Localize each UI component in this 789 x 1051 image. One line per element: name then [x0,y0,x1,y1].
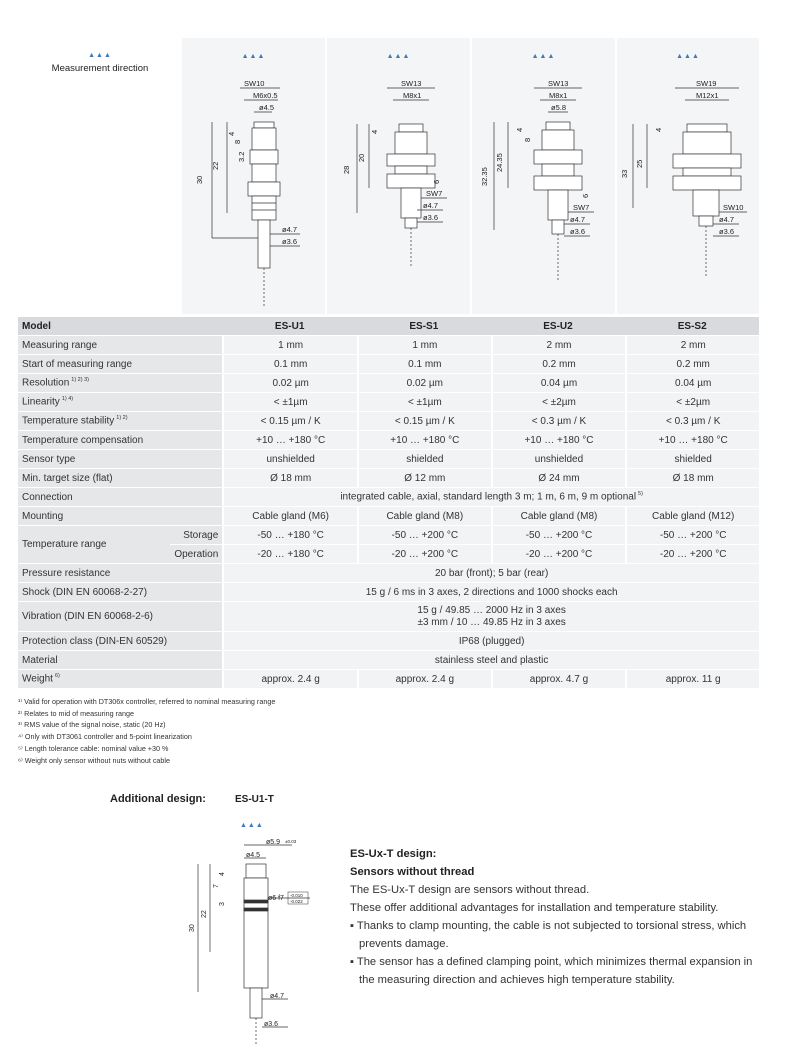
dim-f7-tol-hi: -0.010 [290,893,303,898]
desc-line-2: These offer additional advantages for installation and temperature stability. [350,902,719,914]
header-model: Model [18,317,222,336]
dim-d1: 4 [227,131,236,136]
table-row-shock: Shock (DIN EN 60068-2-27) 15 g / 6 ms in 3 axes, 2 directions and 1000 shocks each [18,583,759,602]
spec-table [18,317,759,689]
dim-sw: SW19 [696,79,717,88]
drawing-es-u1 [182,38,325,314]
dim-nut: 6 [581,193,590,198]
table-row-resolution: Resolution $^{1) 2) 3)}$ 0.02 µm 0.02 µm 0.04 µm 0.04 µm [18,374,759,393]
es-ux-t-description [350,845,770,989]
direction-arrows-icon: ▲▲▲ [88,52,112,59]
dim-sw: SW13 [401,79,422,88]
measurement-direction-text: Measurement direction [51,63,149,74]
dim-d2: 7 [213,884,220,888]
dim-top-tol: ±0.03 [285,839,297,844]
dim-len-total: 32.35 [480,167,489,186]
dim-cable2: ø3.6 [264,1021,279,1028]
table-row-material: Material stainless steel and plastic [18,651,759,670]
desc-subheading: Sensors without thread [350,866,475,878]
dim-sw: SW13 [548,79,569,88]
dim-cable2: ø3.6 [282,237,298,246]
dim-cable2: ø3.6 [719,227,735,236]
table-row-vibration: Vibration (DIN EN 60068-2-6) 15 g / 49.85 … 2000 Hz in 3 axes ±3 mm / 10 … 49.85 Hz in 3 axes [18,602,759,632]
dim-len-total: 28 [342,165,351,174]
table-row-temp-storage: Temperature range Storage -50 … +180 °C -50 … +200 °C -50 … +200 °C -50 … +200 °C [18,526,759,545]
direction-arrows-icon: ▲▲▲ [386,53,411,60]
drawing-es-s2 [617,38,759,314]
table-row-protection: Protection class (DIN-EN 60529) IP68 (plugged) [18,632,759,651]
dim-d1: 4 [515,127,524,132]
table-row-linearity: Linearity $^{1) 4)}$ < ±1µm < ±1µm < ±2µm < ±2µm [18,393,759,412]
table-row-temp-compensation: Temperature compensation +10 … +180 °C +10 … +180 °C +10 … +180 °C +10 … +180 °C [18,431,759,450]
dim-thread: M8x1 [403,91,422,100]
dim-d3: 3.2 [237,151,246,162]
dim-len-total: 30 [195,175,204,184]
footnote-4: ⁴⁾ Only with DT3061 controller and 5-point linearization [18,732,192,742]
dim-d1: 4 [219,872,226,876]
table-row-measuring-range: Measuring range 1 mm 1 mm 2 mm 2 mm [18,336,759,355]
additional-design-model: ES-U1-T [235,794,274,805]
desc-bullet-1: ▪ Thanks to clamp mounting, the cable is not subjected to torsional stress, which prevents damage. [350,920,747,950]
desc-line-1: The ES-Ux-T design are sensors without thread. [350,884,590,896]
dim-len-inner: 22 [201,910,208,918]
dim-nut: 6 [432,179,441,184]
dim-sw-small: SW10 [723,203,744,212]
dim-thread: M12x1 [696,91,719,100]
footnote-2: ²⁾ Relates to mid of measuring range [18,708,135,718]
dim-tip: ø4.5 [259,103,275,112]
table-row-min-target: Min. target size (flat) Ø 18 mm Ø 12 mm Ø 24 mm Ø 18 mm [18,469,759,488]
direction-arrows-icon: ▲▲▲ [240,822,264,829]
dim-d3: 3 [219,902,226,906]
dim-cable1: ø4.7 [570,215,586,224]
table-row-temp-stability: Temperature stability $^{1) 2)}$ < 0.15 µm / K < 0.15 µm / K < 0.3 µm / K < 0.3 µm / K [18,412,759,431]
measurement-direction-label [50,52,150,74]
dim-sw: SW10 [244,79,265,88]
table-header-row [18,317,759,336]
dim-len-inner: 24.35 [495,153,504,172]
header-es-s1: ES-S1 [357,317,491,336]
table-row-temp-operation: Operation -20 … +180 °C -20 … +200 °C -20 … +200 °C -20 … +200 °C [18,545,759,564]
dim-thread: M6x0.5 [253,91,278,100]
footnote-6: ⁶⁾ Weight only sensor without nuts without cable [18,755,171,765]
direction-arrows-icon: ▲▲▲ [241,53,266,60]
dim-top: ø5.9 [266,839,281,846]
dim-len-total: 33 [620,169,629,178]
dim-len-total: 30 [189,924,196,932]
dim-f7-tol-lo: -0.022 [290,899,303,904]
dim-f7: ø6 f7 [268,895,284,902]
table-row-mounting: Mounting Cable gland (M6) Cable gland (M8) Cable gland (M8) Cable gland (M12) [18,507,759,526]
dim-d1: 4 [370,129,379,134]
dim-d2: 8 [523,137,532,142]
dim-cable1: ø4.7 [423,201,439,210]
footnote-1: ¹⁾ Valid for operation with DT306x controller, referred to nominal measuring range [18,697,276,706]
table-row-sensor-type: Sensor type unshielded shielded unshielded shielded [18,450,759,469]
dim-tip: ø5.8 [551,103,567,112]
dim-len-inner: 25 [635,159,644,168]
dim-thread: M8x1 [549,91,568,100]
dim-tip: ø4.5 [246,852,261,859]
dim-d2: 8 [233,139,242,144]
direction-arrows-icon: ▲▲▲ [676,53,700,60]
drawing-es-u2 [472,38,615,314]
drawing-es-u1-t [180,832,330,1051]
footnote-3: ³⁾ RMS value of the signal noise, static (20 Hz) [18,720,166,730]
footnotes [18,696,275,766]
table-row-connection: Connection integrated cable, axial, standard length 3 m; 1 m, 6 m, 9 m optional $^{5)}$ [18,488,759,507]
desc-bullet-2: ▪ The sensor has a defined clamping point, which minimizes thermal expansion in the measuring direction and achieves high temperature stability. [350,956,753,986]
drawing-es-s1 [327,38,470,314]
dim-sw-small: SW7 [426,189,443,198]
desc-heading: ES-Ux-T design: [350,848,437,860]
dim-d1: 4 [654,127,663,132]
footnote-5: ⁵⁾ Length tolerance cable: nominal value +30 % [18,743,169,753]
table-row-start-range: Start of measuring range 0.1 mm 0.1 mm 0.2 mm 0.2 mm [18,355,759,374]
dim-cable1: ø4.7 [719,215,735,224]
header-es-s2: ES-S2 [625,317,759,336]
dim-len-inner: 22 [211,161,220,170]
dim-sw-small: SW7 [573,203,590,212]
dim-len-inner: 20 [357,153,366,162]
header-es-u1: ES-U1 [222,317,357,336]
dim-cable1: ø4.7 [270,993,285,1000]
table-row-weight: Weight $^{6)}$ approx. 2.4 g approx. 2.4 g approx. 4.7 g approx. 11 g [18,670,759,689]
direction-arrows-icon: ▲▲▲ [531,53,556,60]
dim-cable2: ø3.6 [570,227,586,236]
additional-design-title: Additional design: [110,793,206,805]
table-row-pressure: Pressure resistance 20 bar (front); 5 bar (rear) [18,564,759,583]
dim-cable2: ø3.6 [423,213,439,222]
header-es-u2: ES-U2 [491,317,626,336]
dim-cable1: ø4.7 [282,225,298,234]
